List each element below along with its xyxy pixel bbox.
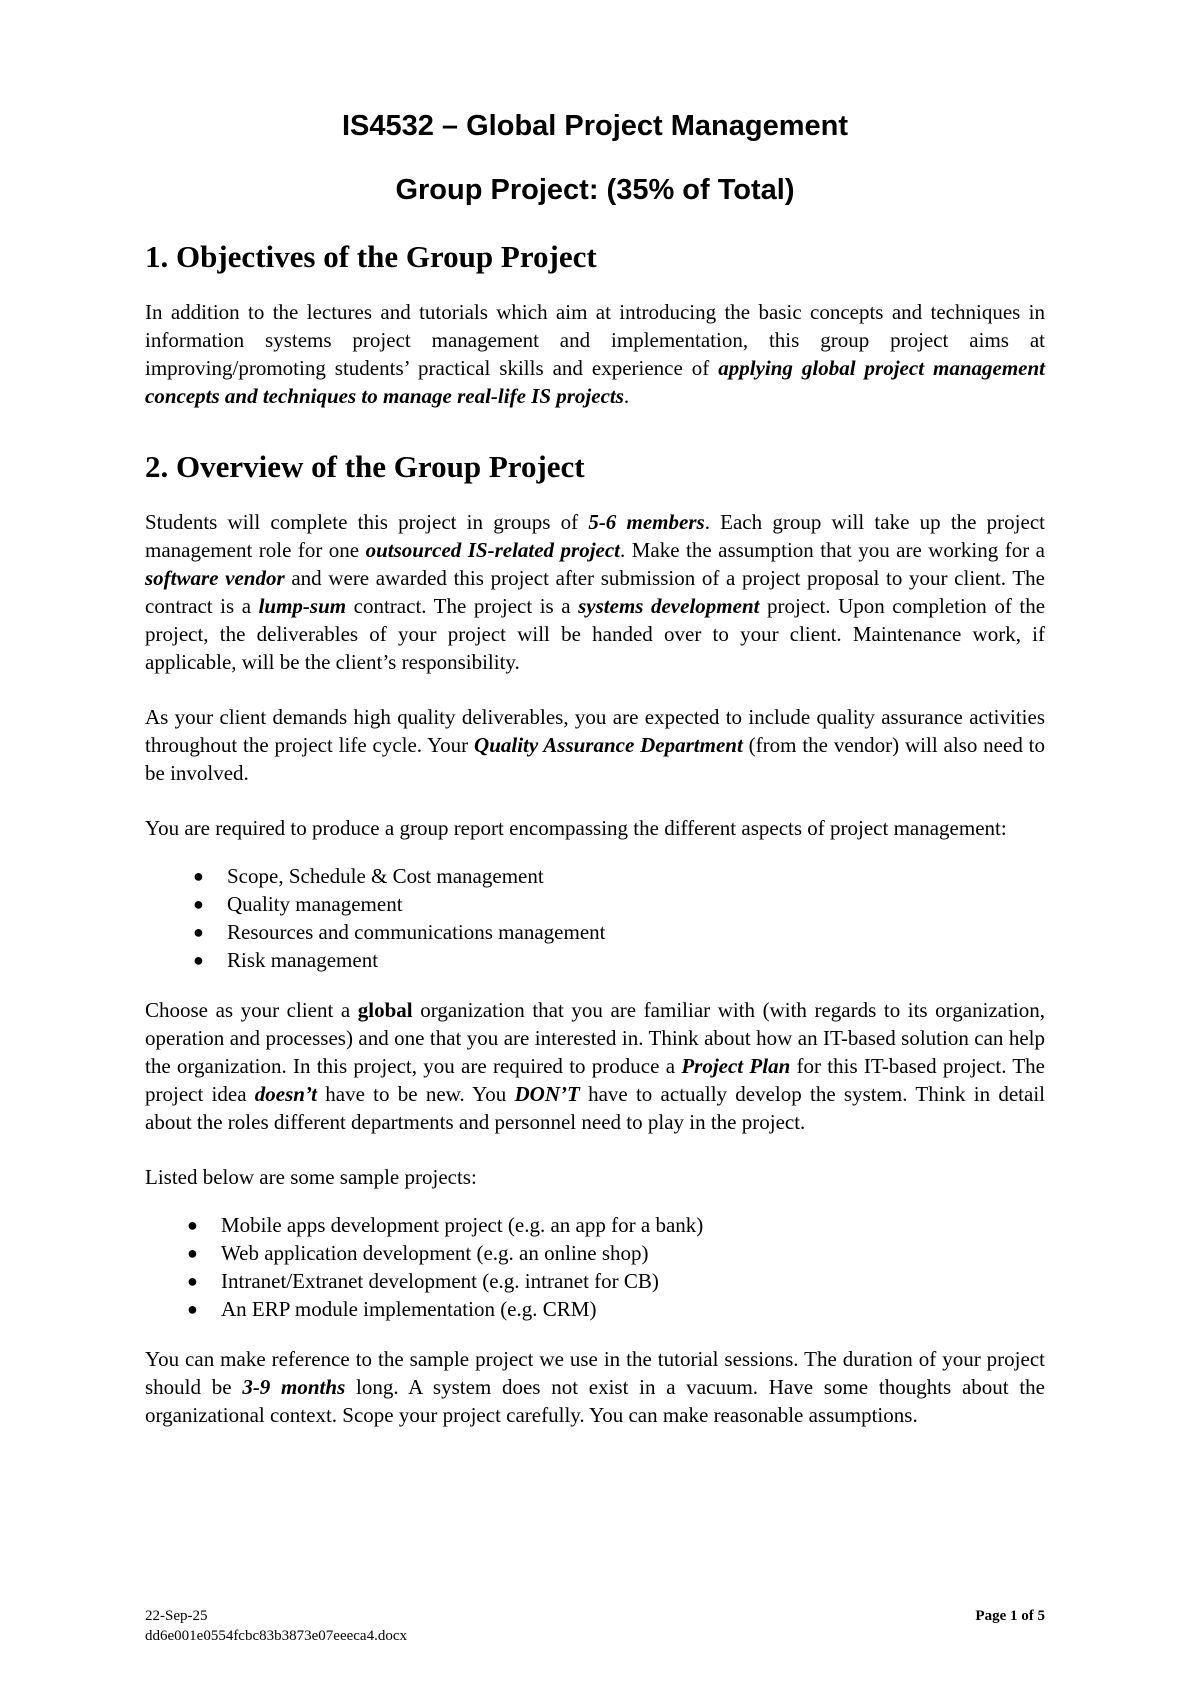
list-item (193, 862, 1045, 890)
footer-date: 22-Sep-25 (145, 1608, 208, 1624)
list-item-text: Intranet/Extranet development (e.g. intranet for CB) (221, 1269, 659, 1293)
aspects-list (145, 862, 1045, 974)
list-item (187, 1267, 1045, 1295)
bullet-icon: ● (187, 1243, 198, 1263)
footer-filename: dd6e001e0554fcbc83b3873e07eeeca4.docx (145, 1628, 407, 1644)
emphasis-run: Project Plan (681, 1054, 791, 1078)
list-item (193, 918, 1045, 946)
overview-paragraph-4 (145, 996, 1045, 1136)
emphasis-run: systems development (578, 594, 760, 618)
list-item (187, 1211, 1045, 1239)
sample-projects-list (145, 1211, 1045, 1323)
text-run: for this IT-based project. The project idea (145, 1054, 1046, 1106)
text-run: project. Upon completion of the project, the deliverables of your project will be handed over to your client. Maintenance work, if applicable, will be the client’s responsibility. (145, 594, 1046, 674)
list-item-text: Scope, Schedule & Cost management (227, 864, 544, 888)
text-run: (from the vendor) will also need to be involved. (145, 733, 1046, 785)
list-item-text: An ERP module implementation (e.g. CRM) (221, 1297, 597, 1321)
list-item (187, 1239, 1045, 1267)
text-run: As your client demands high quality deliverables, you are expected to include quality assurance activities throughout the project life cycle. Your (145, 705, 1045, 757)
objectives-paragraph (145, 298, 1045, 410)
list-item-text: Quality management (227, 892, 403, 916)
project-subtitle: Group Project: (35% of Total) (395, 174, 795, 206)
bullet-icon: ● (187, 1299, 198, 1319)
overview-paragraph-5: Listed below are some sample projects: (145, 1165, 477, 1189)
text-run: . Make the assumption that you are working for a (620, 538, 1045, 562)
text-run: . (623, 384, 630, 408)
bullet-icon: ● (193, 866, 204, 886)
list-item-text: Risk management (227, 948, 379, 972)
overview-paragraph-6 (145, 1345, 1045, 1429)
emphasis-run: doesn’t (254, 1082, 318, 1106)
emphasis-run: Quality Assurance Department (474, 733, 743, 757)
bullet-icon: ● (187, 1271, 198, 1291)
text-run: Choose as your client a (145, 998, 358, 1022)
bold-run: global (357, 998, 413, 1022)
bullet-icon: ● (193, 922, 204, 942)
text-run: long. A system does not exist in a vacuum. Have some thoughts about the organizational context. Scope your project carefully. You can make reasonable assumptions. (145, 1375, 1045, 1427)
section-heading-objectives: 1. Objectives of the Group Project (145, 239, 597, 274)
emphasis-run: 5-6 members (588, 510, 705, 534)
emphasis-run: applying global project management concepts and techniques to manage real-life IS projects (145, 356, 1045, 408)
document-body (145, 108, 1045, 1429)
text-run: contract. The project is a (346, 594, 579, 618)
list-item (187, 1295, 1045, 1323)
emphasis-run: DON’T (514, 1082, 580, 1106)
text-run: Students will complete this project in groups of (145, 510, 589, 534)
overview-paragraph-2 (145, 703, 1045, 787)
emphasis-run: 3-9 months (242, 1375, 346, 1399)
footer-page-number: Page 1 of 5 (975, 1608, 1045, 1624)
list-item (193, 890, 1045, 918)
overview-paragraph-3: You are required to produce a group report encompassing the different aspects of project management: (145, 816, 1007, 840)
text-run: In addition to the lectures and tutorials which aim at introducing the basic concepts and techniques in information systems project management and implementation, this group project aims at improving/promoting students’ practical skills and experience of (145, 300, 1045, 380)
overview-paragraph-1 (145, 508, 1045, 676)
bullet-icon: ● (193, 950, 204, 970)
text-run: organization that you are familiar with (with regards to its organization, operation and processes) and one that you are interested in. Think about how an IT-based solution can help the organization. In this project, you are required to produce a (145, 998, 1045, 1078)
text-run: have to actually develop the system. Think in detail about the roles different departments and personnel need to play in the project. (145, 1082, 1046, 1134)
emphasis-run: outsourced IS-related project (365, 538, 621, 562)
text-run: have to be new. You (317, 1082, 515, 1106)
section-heading-overview: 2. Overview of the Group Project (145, 449, 585, 484)
list-item-text: Mobile apps development project (e.g. an app for a bank) (221, 1213, 704, 1237)
text-run: and were awarded this project after submission of a project proposal to your client. The contract is a (145, 566, 1045, 618)
course-title: IS4532 – Global Project Management (341, 110, 849, 142)
list-item-text: Resources and communications management (227, 920, 606, 944)
bullet-icon: ● (187, 1215, 198, 1235)
text-run: . Each group will take up the project management role for one (145, 510, 1045, 562)
list-item (193, 946, 1045, 974)
bullet-icon: ● (193, 894, 204, 914)
list-item-text: Web application development (e.g. an online shop) (221, 1241, 649, 1265)
emphasis-run: software vendor (145, 566, 285, 590)
emphasis-run: lump-sum (258, 594, 347, 618)
text-run: You can make reference to the sample project we use in the tutorial sessions. The duration of your project should be (145, 1347, 1045, 1399)
